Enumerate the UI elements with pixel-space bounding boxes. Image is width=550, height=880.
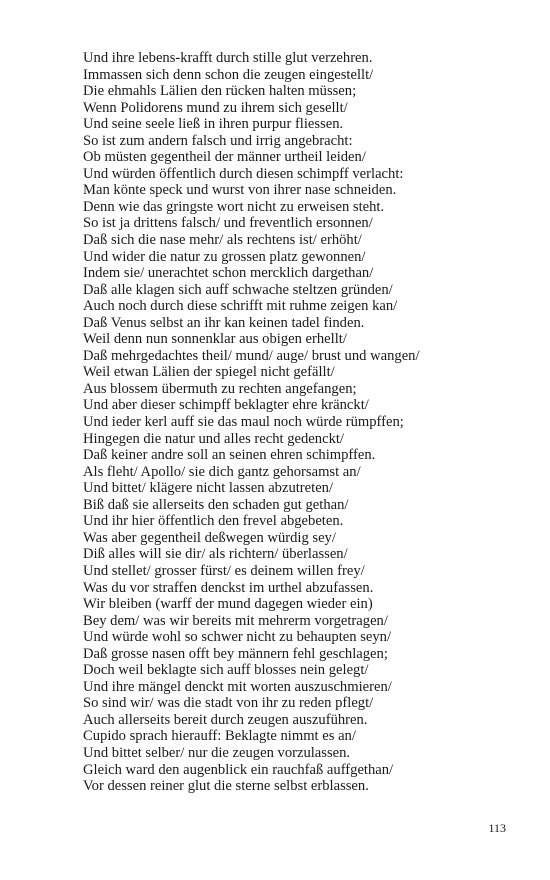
poem-line: Weil denn nun sonnenklar aus obigen erhellt/	[83, 331, 347, 348]
poem-line: Was du vor straffen denckst im urthel abzufassen.	[83, 579, 374, 596]
poem-text	[83, 50, 523, 795]
poem-line: Und würden öffentlich durch diesen schimpff verlacht:	[83, 165, 404, 182]
poem-line: Indem sie/ unerachtet schon mercklich dargethan/	[83, 265, 374, 282]
poem-line: Wir bleiben (warff der mund dagegen wieder ein)	[83, 596, 373, 613]
poem-line: Und ihre lebens-krafft durch stille glut verzehren.	[83, 50, 373, 66]
poem-line: Wenn Polidorens mund zu ihrem sich gesellt/	[83, 99, 348, 116]
poem-line: Daß keiner andre soll an seinen ehren schimpffen.	[83, 447, 376, 464]
poem-line: Immassen sich denn schon die zeugen eingestellt/	[83, 66, 374, 83]
poem-line: Die ehmahls Lälien den rücken halten müssen;	[83, 83, 357, 100]
poem-line: Denn wie das gringste wort nicht zu erweisen steht.	[83, 198, 385, 215]
poem-line: Was aber gegentheil deßwegen würdig sey/	[83, 529, 336, 546]
poem-line: Daß Venus selbst an ihr kan keinen tadel finden.	[83, 314, 365, 331]
poem-line: Weil etwan Lälien der spiegel nicht gefällt/	[83, 364, 335, 381]
poem-line: Daß alle klagen sich auff schwache steltzen gründen/	[83, 281, 393, 298]
poem-line: Ob müsten gegentheil der männer urtheil leiden/	[83, 149, 366, 166]
page-number: 113	[488, 821, 506, 835]
poem-line: Aus blossem übermuth zu rechten angefangen;	[83, 380, 357, 397]
poem-line: Daß grosse nasen offt bey männern fehl geschlagen;	[83, 645, 388, 662]
poem-line: Bey dem/ was wir bereits mit mehrerm vorgetragen/	[83, 612, 388, 629]
poem-line: Cupido sprach hierauff: Beklagte nimmt es an/	[83, 728, 356, 745]
poem-line: So ist ja drittens falsch/ und freventlich ersonnen/	[83, 215, 373, 232]
poem-line: Und ieder kerl auff sie das maul noch würde rümpffen;	[83, 414, 404, 431]
poem-line: Daß sich die nase mehr/ als rechtens ist/ erhöht/	[83, 232, 362, 249]
poem-line: Man könte speck und wurst von ihrer nase schneiden.	[83, 182, 397, 199]
poem-line: Und seine seele ließ in ihren purpur fliessen.	[83, 116, 344, 133]
poem-line: So sind wir/ was die stadt von ihr zu reden pflegt/	[83, 695, 374, 712]
poem-line: Und bittet/ klägere nicht lassen abzutreten/	[83, 480, 334, 497]
poem-line: Vor dessen reiner glut die sterne selbst erblassen.	[83, 778, 369, 795]
poem-line: Diß alles will sie dir/ als richtern/ überlassen/	[83, 546, 348, 563]
poem-line: Und wider die natur zu grossen platz gewonnen/	[83, 248, 366, 265]
poem-line: Hingegen die natur und alles recht gedenckt/	[83, 430, 344, 447]
poem-line: Und ihr hier öffentlich den frevel abgebeten.	[83, 513, 344, 530]
poem-line: Gleich ward den augenblick ein rauchfaß auffgethan/	[83, 761, 394, 778]
poem-line: So ist zum andern falsch und irrig angebracht:	[83, 132, 353, 149]
poem-line: Auch noch durch diese schrifft mit ruhme zeigen kan/	[83, 298, 398, 315]
poem-line: Und würde wohl so schwer nicht zu behaupten seyn/	[83, 629, 392, 646]
poem-line: Und stellet/ grosser fürst/ es deinem willen frey/	[83, 562, 365, 579]
poem-line: Und aber dieser schimpff beklagter ehre kränckt/	[83, 397, 369, 414]
poem-line: Als fleht/ Apollo/ sie dich gantz gehorsamst an/	[83, 463, 361, 480]
poem-line: Und ihre mängel denckt mit worten auszuschmieren/	[83, 678, 392, 695]
poem-line: Biß daß sie allerseits den schaden gut gethan/	[83, 496, 349, 513]
poem-line: Auch allerseits bereit durch zeugen auszuführen.	[83, 711, 368, 728]
poem-line: Und bittet selber/ nur die zeugen vorzulassen.	[83, 744, 351, 761]
poem-line: Daß mehrgedachtes theil/ mund/ auge/ brust und wangen/	[83, 347, 420, 364]
poem-line: Doch weil beklagte sich auff blosses nein gelegt/	[83, 662, 369, 679]
